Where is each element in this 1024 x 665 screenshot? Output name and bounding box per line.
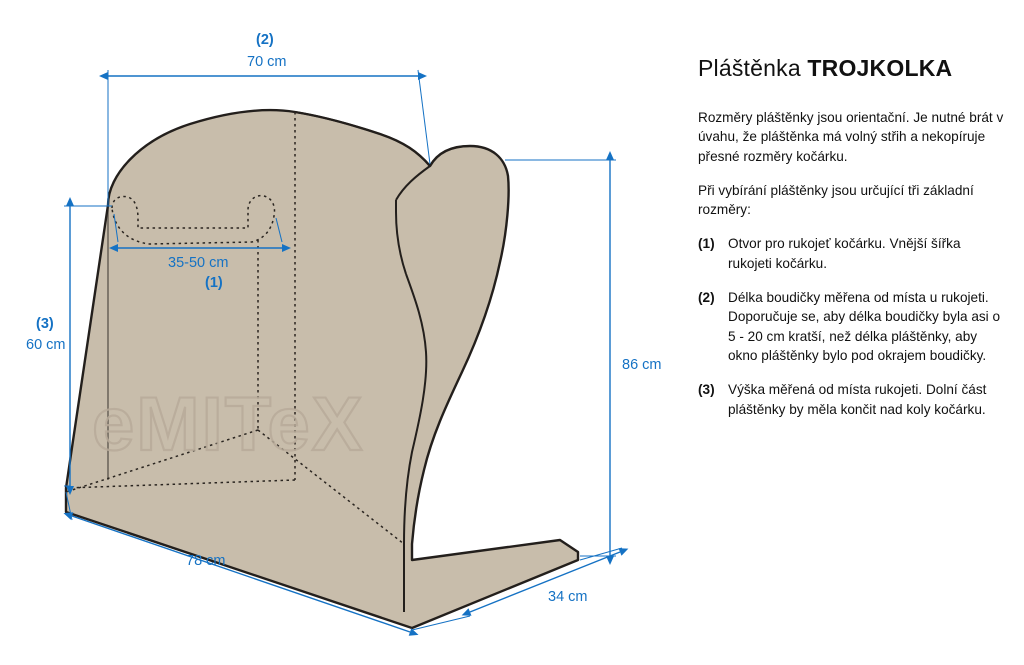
note-item-1	[698, 234, 1008, 273]
intro-paragraph-2: Při vybírání pláštěnky jsou určující tři základní rozměry:	[698, 182, 974, 218]
title-product: TROJKOLKA	[807, 55, 953, 81]
dimension-handle-marker: (1)	[205, 275, 223, 291]
dimension-height-marker: (3)	[36, 316, 54, 332]
note-number-3: (3)	[698, 382, 715, 398]
watermark	[92, 382, 364, 467]
info-panel	[698, 55, 1008, 434]
watermark-text: eMITeX	[92, 382, 365, 467]
note-text-1: Otvor pro rukojeť kočárku. Vnější šířka rukojeti kočárku.	[728, 236, 961, 271]
dimension-handle-value: 35-50 cm	[168, 255, 229, 271]
dimension-bottom-value: 78 cm	[186, 553, 226, 569]
note-number-1: (1)	[698, 236, 715, 252]
intro-paragraph-1: Rozměry pláštěnky jsou orientační. Je nutné brát v úvahu, že pláštěnka má volný střih a nekopíruje přesné rozměry kočárku.	[698, 110, 1004, 164]
dimension-top-marker: (2)	[256, 32, 274, 48]
dimension-right-value: 86 cm	[622, 357, 662, 373]
dimension-top-value: 70 cm	[247, 54, 287, 70]
page-title	[698, 55, 1008, 82]
note-text-2: Délka boudičky měřena od místa u rukojeti. Doporučuje se, aby délka boudičky byla asi o 5 - 20 cm kratší, než délka pláštěnky, aby okno pláštěnky bylo pod okrajem boudičky.	[728, 290, 1001, 363]
dimension-height-value: 60 cm	[26, 337, 66, 353]
note-item-2	[698, 288, 1008, 365]
note-number-2: (2)	[698, 290, 715, 306]
note-item-3	[698, 380, 1008, 419]
note-text-3: Výška měřená od místa rukojeti. Dolní část pláštěnky by měla končit nad koly kočárku.	[728, 382, 987, 417]
title-prefix: Pláštěnka	[698, 55, 808, 81]
dimension-depth-value: 34 cm	[548, 589, 588, 605]
cover-shape	[66, 110, 580, 628]
